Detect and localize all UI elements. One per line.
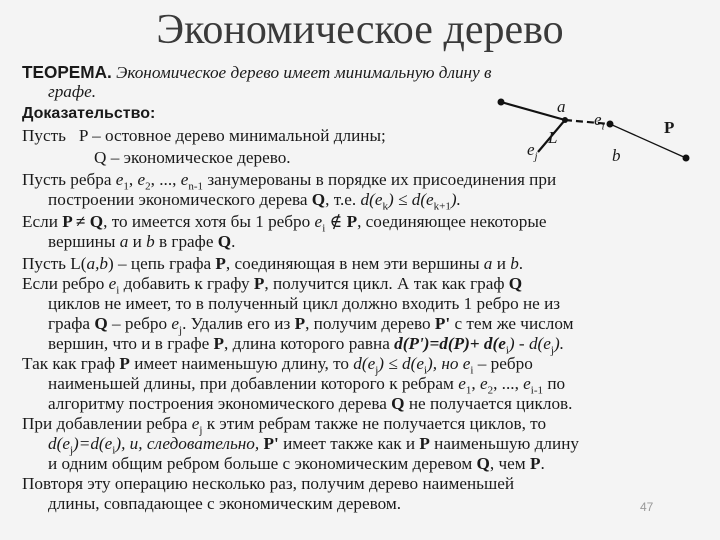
graph-label-l: L [548, 128, 558, 147]
graph-label-p: P [664, 118, 675, 137]
text-line-7: Если P ≠ Q, то имеется хотя бы 1 ребро $e_i$ ∉ P, соединяющее некоторые [22, 212, 547, 235]
text-line-14: Так как граф P имеет наименьшую длину, то $d(e_j) \le d(e_i)$, но $e_i$ – ребро [22, 354, 533, 377]
text-line-9: Пусть L(a,b) – цепь графа P, соединяющая в нем эти вершины a и b. [22, 254, 524, 273]
text-line-13: вершин, что и в графе P, длина которого равна $d(P')=d(P)+ d(e_i) - d(e_j)$. [48, 334, 564, 357]
graph-label-b: b [612, 146, 621, 165]
text-line-4: Q – экономическое дерево. [94, 148, 291, 167]
text-line-3: Пусть P – остовное дерево минимальной длины; [22, 126, 386, 145]
text-line-11: циклов не имеет, то в полученный цикл должно входить 1 ребро не из [48, 294, 561, 313]
text-line-19: и одним общим ребром больше с экономическим деревом Q, чем P. [48, 454, 545, 473]
text-line-17: При добавлении ребра $e_j$ к этим ребрам также не получается циклов, то [22, 414, 547, 437]
text-line-8: вершины a и b в графе Q. [48, 232, 236, 251]
text-line-15: наименьшей длины, при добавлении которого к ребрам $e_1$, $e_2$, ..., $e_{i-1}$ по [48, 374, 566, 397]
proof-label: Доказательство: [22, 105, 156, 122]
text-line-6: построении экономического дерева Q, т.е. $d(e_k) \le d(e_{k+1})$. [48, 190, 461, 213]
graph-label-a: a [557, 97, 566, 116]
graph-label-ei: $e_i$ [594, 110, 605, 133]
slide-number: 47 [640, 500, 654, 514]
theorem-text: Экономическое дерево имеет минимальную длину в [116, 63, 492, 82]
slide-title: Экономическое дерево [156, 7, 564, 53]
text-line-16: алгоритму построения экономического дерева Q не получается циклов. [48, 394, 573, 413]
text-line-10: Если ребро $e_i$ добавить к графу P, получится цикл. А так как граф Q [22, 274, 523, 297]
graph-label-ej: $e_j$ [527, 140, 538, 163]
text-line-18: $d(e_j)=d(e_i)$, и, следовательно, P' имеет также как и P наименьшую длину [48, 434, 579, 457]
text-line-21: длины, совпадающее с экономическим деревом. [48, 494, 402, 513]
theorem-line [22, 62, 720, 83]
text-line-5: Пусть ребра $e_1$, $e_2$, ..., $e_{n-1}$ занумерованы в порядке их присоединения при [22, 170, 557, 193]
text-line-20: Повторя эту операцию несколько раз, получим дерево наименьшей [22, 474, 515, 493]
theorem-label: ТЕОРЕМА. [22, 62, 112, 82]
text-line-12: графа Q – ребро $e_j$. Удалив его из P, получим дерево P' с тем же числом [48, 314, 574, 337]
theorem-line-cont: графе. [48, 82, 97, 101]
